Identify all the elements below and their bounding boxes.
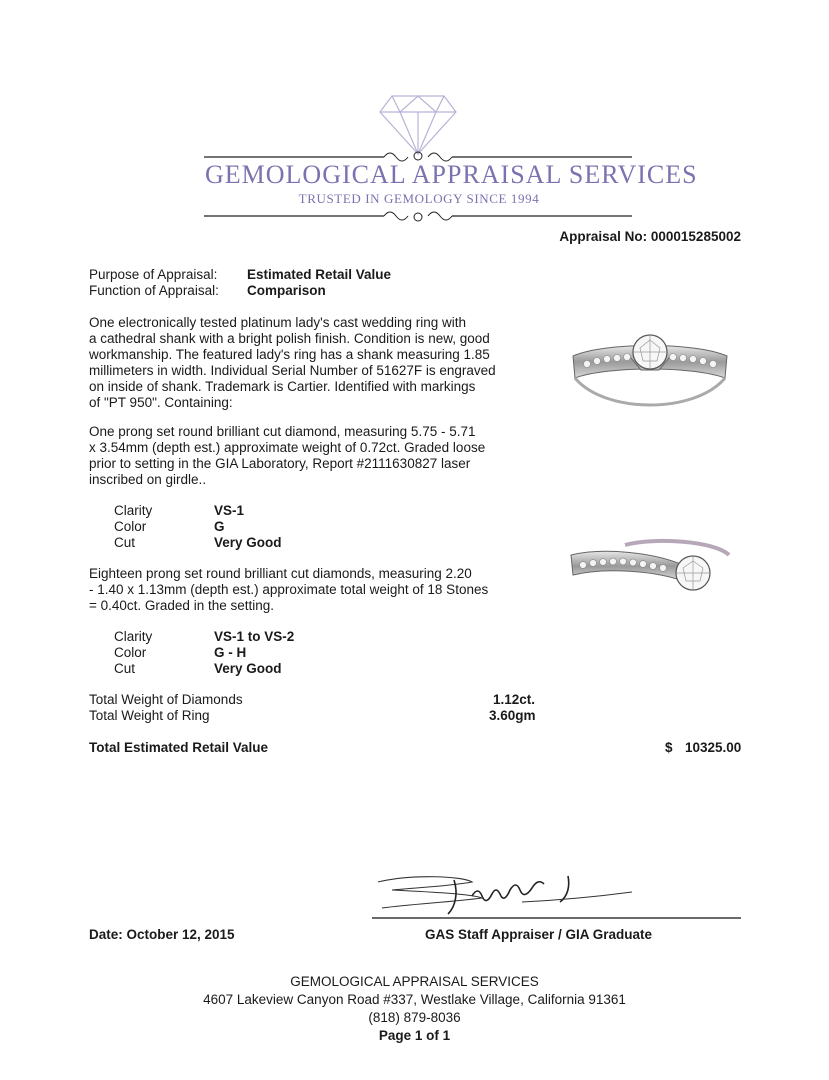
- grade-label: Cut: [114, 661, 136, 676]
- total-diamonds-value: 1.12ct.: [493, 692, 536, 707]
- description-line: One electronically tested platinum lady's cast wedding ring with: [89, 315, 467, 330]
- description-line: = 0.40ct. Graded in the setting.: [89, 598, 274, 613]
- grade-label: Clarity: [114, 629, 153, 644]
- ring-photo-side: [565, 535, 735, 615]
- total-ring-label: Total Weight of Ring: [89, 708, 210, 723]
- grade-value: G: [214, 519, 225, 534]
- ring-photo-front: [565, 318, 735, 418]
- footer-address: 4607 Lakeview Canyon Road #337, Westlake Village, California 91361: [203, 992, 626, 1007]
- appraisal-number: Appraisal No: 000015285002: [559, 229, 741, 244]
- grade-value: Very Good: [214, 661, 282, 676]
- description-line: inscribed on girdle..: [89, 472, 207, 487]
- description-line: prior to setting in the GIA Laboratory, Report #2111630827 laser: [89, 456, 471, 471]
- ornament-bottom: [204, 207, 632, 227]
- signature: [372, 872, 742, 922]
- description-line: Eighteen prong set round brilliant cut diamonds, measuring 2.20: [89, 566, 472, 581]
- grade-label: Color: [114, 519, 147, 534]
- grade-value: Very Good: [214, 535, 282, 550]
- total-diamonds-label: Total Weight of Diamonds: [89, 692, 243, 707]
- grade-value: G - H: [214, 645, 247, 660]
- description-line: of "PT 950". Containing:: [89, 395, 233, 410]
- description-line: One prong set round brilliant cut diamond, measuring 5.75 - 5.71: [89, 424, 476, 439]
- company-logo-name: GEMOLOGICAL APPRAISAL SERVICES: [205, 160, 698, 189]
- description-line: x 3.54mm (depth est.) approximate weight of 0.72ct. Graded loose: [89, 440, 486, 455]
- total-retail-label: Total Estimated Retail Value: [89, 740, 269, 755]
- description-line: a cathedral shank with a bright polish finish. Condition is new, good: [89, 331, 490, 346]
- total-ring-value: 3.60gm: [489, 708, 536, 723]
- appraiser-title: GAS Staff Appraiser / GIA Graduate: [425, 927, 653, 942]
- grade-label: Cut: [114, 535, 136, 550]
- description-line: workmanship. The featured lady's ring has a shank measuring 1.85: [89, 347, 490, 362]
- grade-value: VS-1 to VS-2: [214, 629, 295, 644]
- footer-company: GEMOLOGICAL APPRAISAL SERVICES: [290, 974, 539, 989]
- page-number: Page 1 of 1: [378, 1028, 451, 1043]
- footer: [0, 973, 829, 1045]
- description-line: - 1.40 x 1.13mm (depth est.) approximate total weight of 18 Stones: [89, 582, 489, 597]
- total-retail-value: 10325.00: [685, 740, 742, 755]
- function-value: Comparison: [247, 283, 326, 298]
- currency-symbol: $: [665, 740, 673, 755]
- description-line: on inside of shank. Trademark is Cartier. Identified with markings: [89, 379, 476, 394]
- purpose-value: Estimated Retail Value: [247, 267, 392, 282]
- description-line: millimeters in width. Individual Serial Number of 51627F is engraved: [89, 363, 496, 378]
- ring-description: [89, 315, 529, 411]
- grade-label: Clarity: [114, 503, 153, 518]
- grade-label: Color: [114, 645, 147, 660]
- center-stone-description: [89, 424, 529, 488]
- purpose-label: Purpose of Appraisal:: [89, 267, 218, 282]
- footer-phone: (818) 879-8036: [368, 1010, 461, 1025]
- company-tagline: TRUSTED IN GEMOLOGY SINCE 1994: [298, 191, 540, 206]
- appraisal-date: Date: October 12, 2015: [89, 927, 235, 942]
- side-stones-description: [89, 566, 529, 614]
- grade-value: VS-1: [214, 503, 245, 518]
- function-label: Function of Appraisal:: [89, 283, 219, 298]
